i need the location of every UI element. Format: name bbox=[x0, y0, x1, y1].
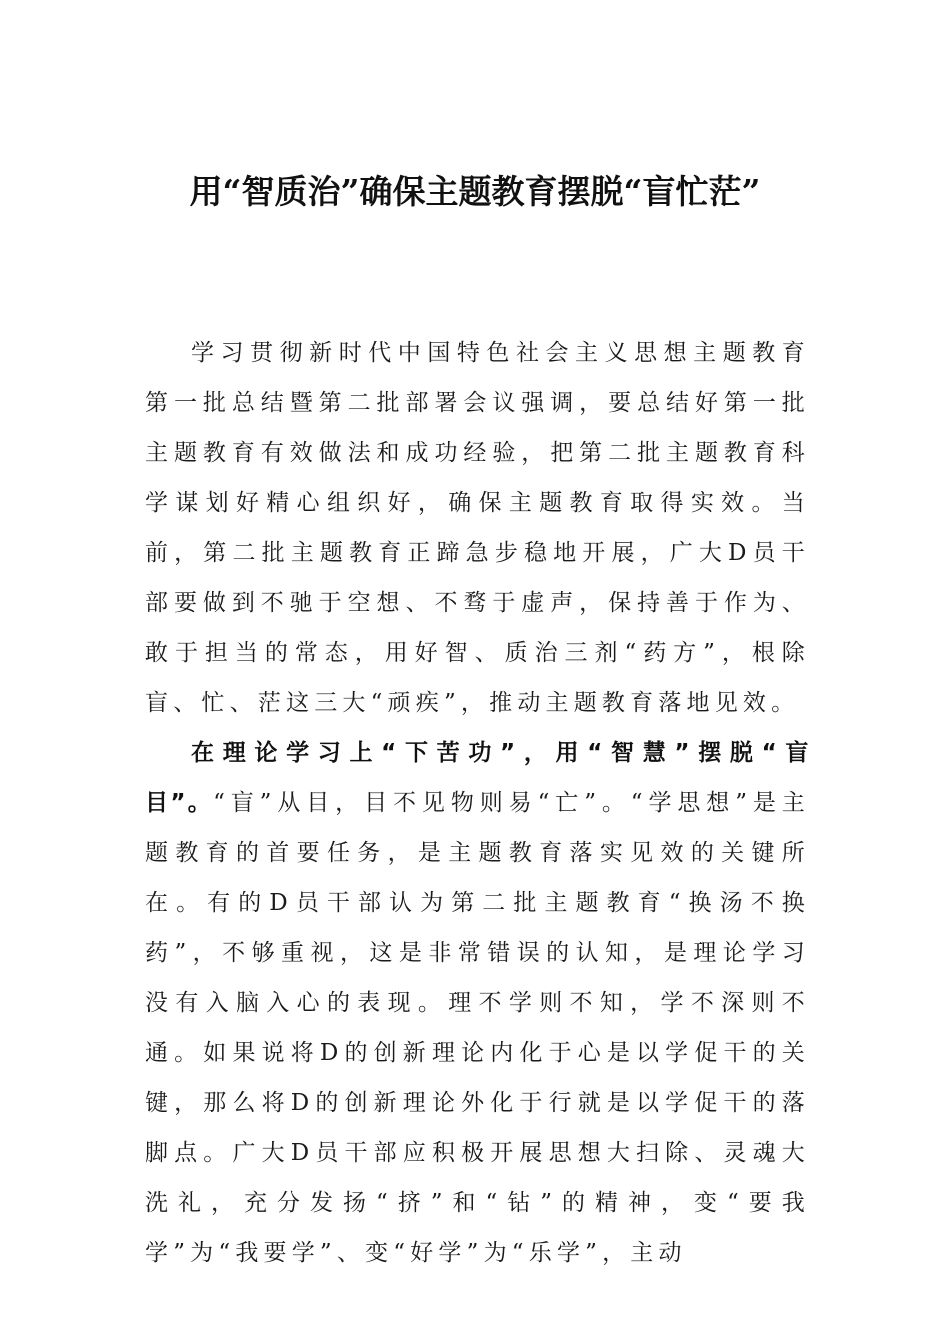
paragraph-intro-text: 学习贯彻新时代中国特色社会主义思想主题教育第一批总结暨第二批部署会议强调，要总结好第一批主题教育有效做法和成功经验，把第二批主题教育科学谋划好精心组织好，确保主题教育取得实效。当前，第二批主题教育正蹄急步稳地开展，广大D员干部要做到不驰于空想、不骛于虚声，保持善于作为、敢于担当的常态，用好智、质治三剂“药方”，根除盲、忙、茫这三大“顽疾”，推动主题教育落地见效。 bbox=[145, 340, 810, 716]
document-body bbox=[145, 328, 810, 1278]
document-title: 用“智质治”确保主题教育摆脱“盲忙茫” bbox=[189, 172, 761, 211]
paragraph-theory-study bbox=[145, 728, 810, 1278]
paragraph-intro bbox=[145, 328, 810, 728]
paragraph-lead-sentence: 在理论学习上“下苦功”，用“智慧”摆脱“盲目”。 bbox=[145, 740, 810, 816]
paragraph-theory-study-text: “盲”从目，目不见物则易“亡”。“学思想”是主题教育的首要任务，是主题教育落实见效的关键所在。有的D员干部认为第二批主题教育“换汤不换药”，不够重视，这是非常错误的认知，是理论学习没有入脑入心的表现。理不学则不知，学不深则不通。如果说将D的创新理论内化于心是以学促干的关键，那么将D的创新理论外化于行就是以学促干的落脚点。广大D员干部应积极开展思想大扫除、灵魂大洗礼，充分发扬“挤”和“钻”的精神，变“要我学”为“我要学”、变“好学”为“乐学”，主动 bbox=[145, 790, 810, 1266]
